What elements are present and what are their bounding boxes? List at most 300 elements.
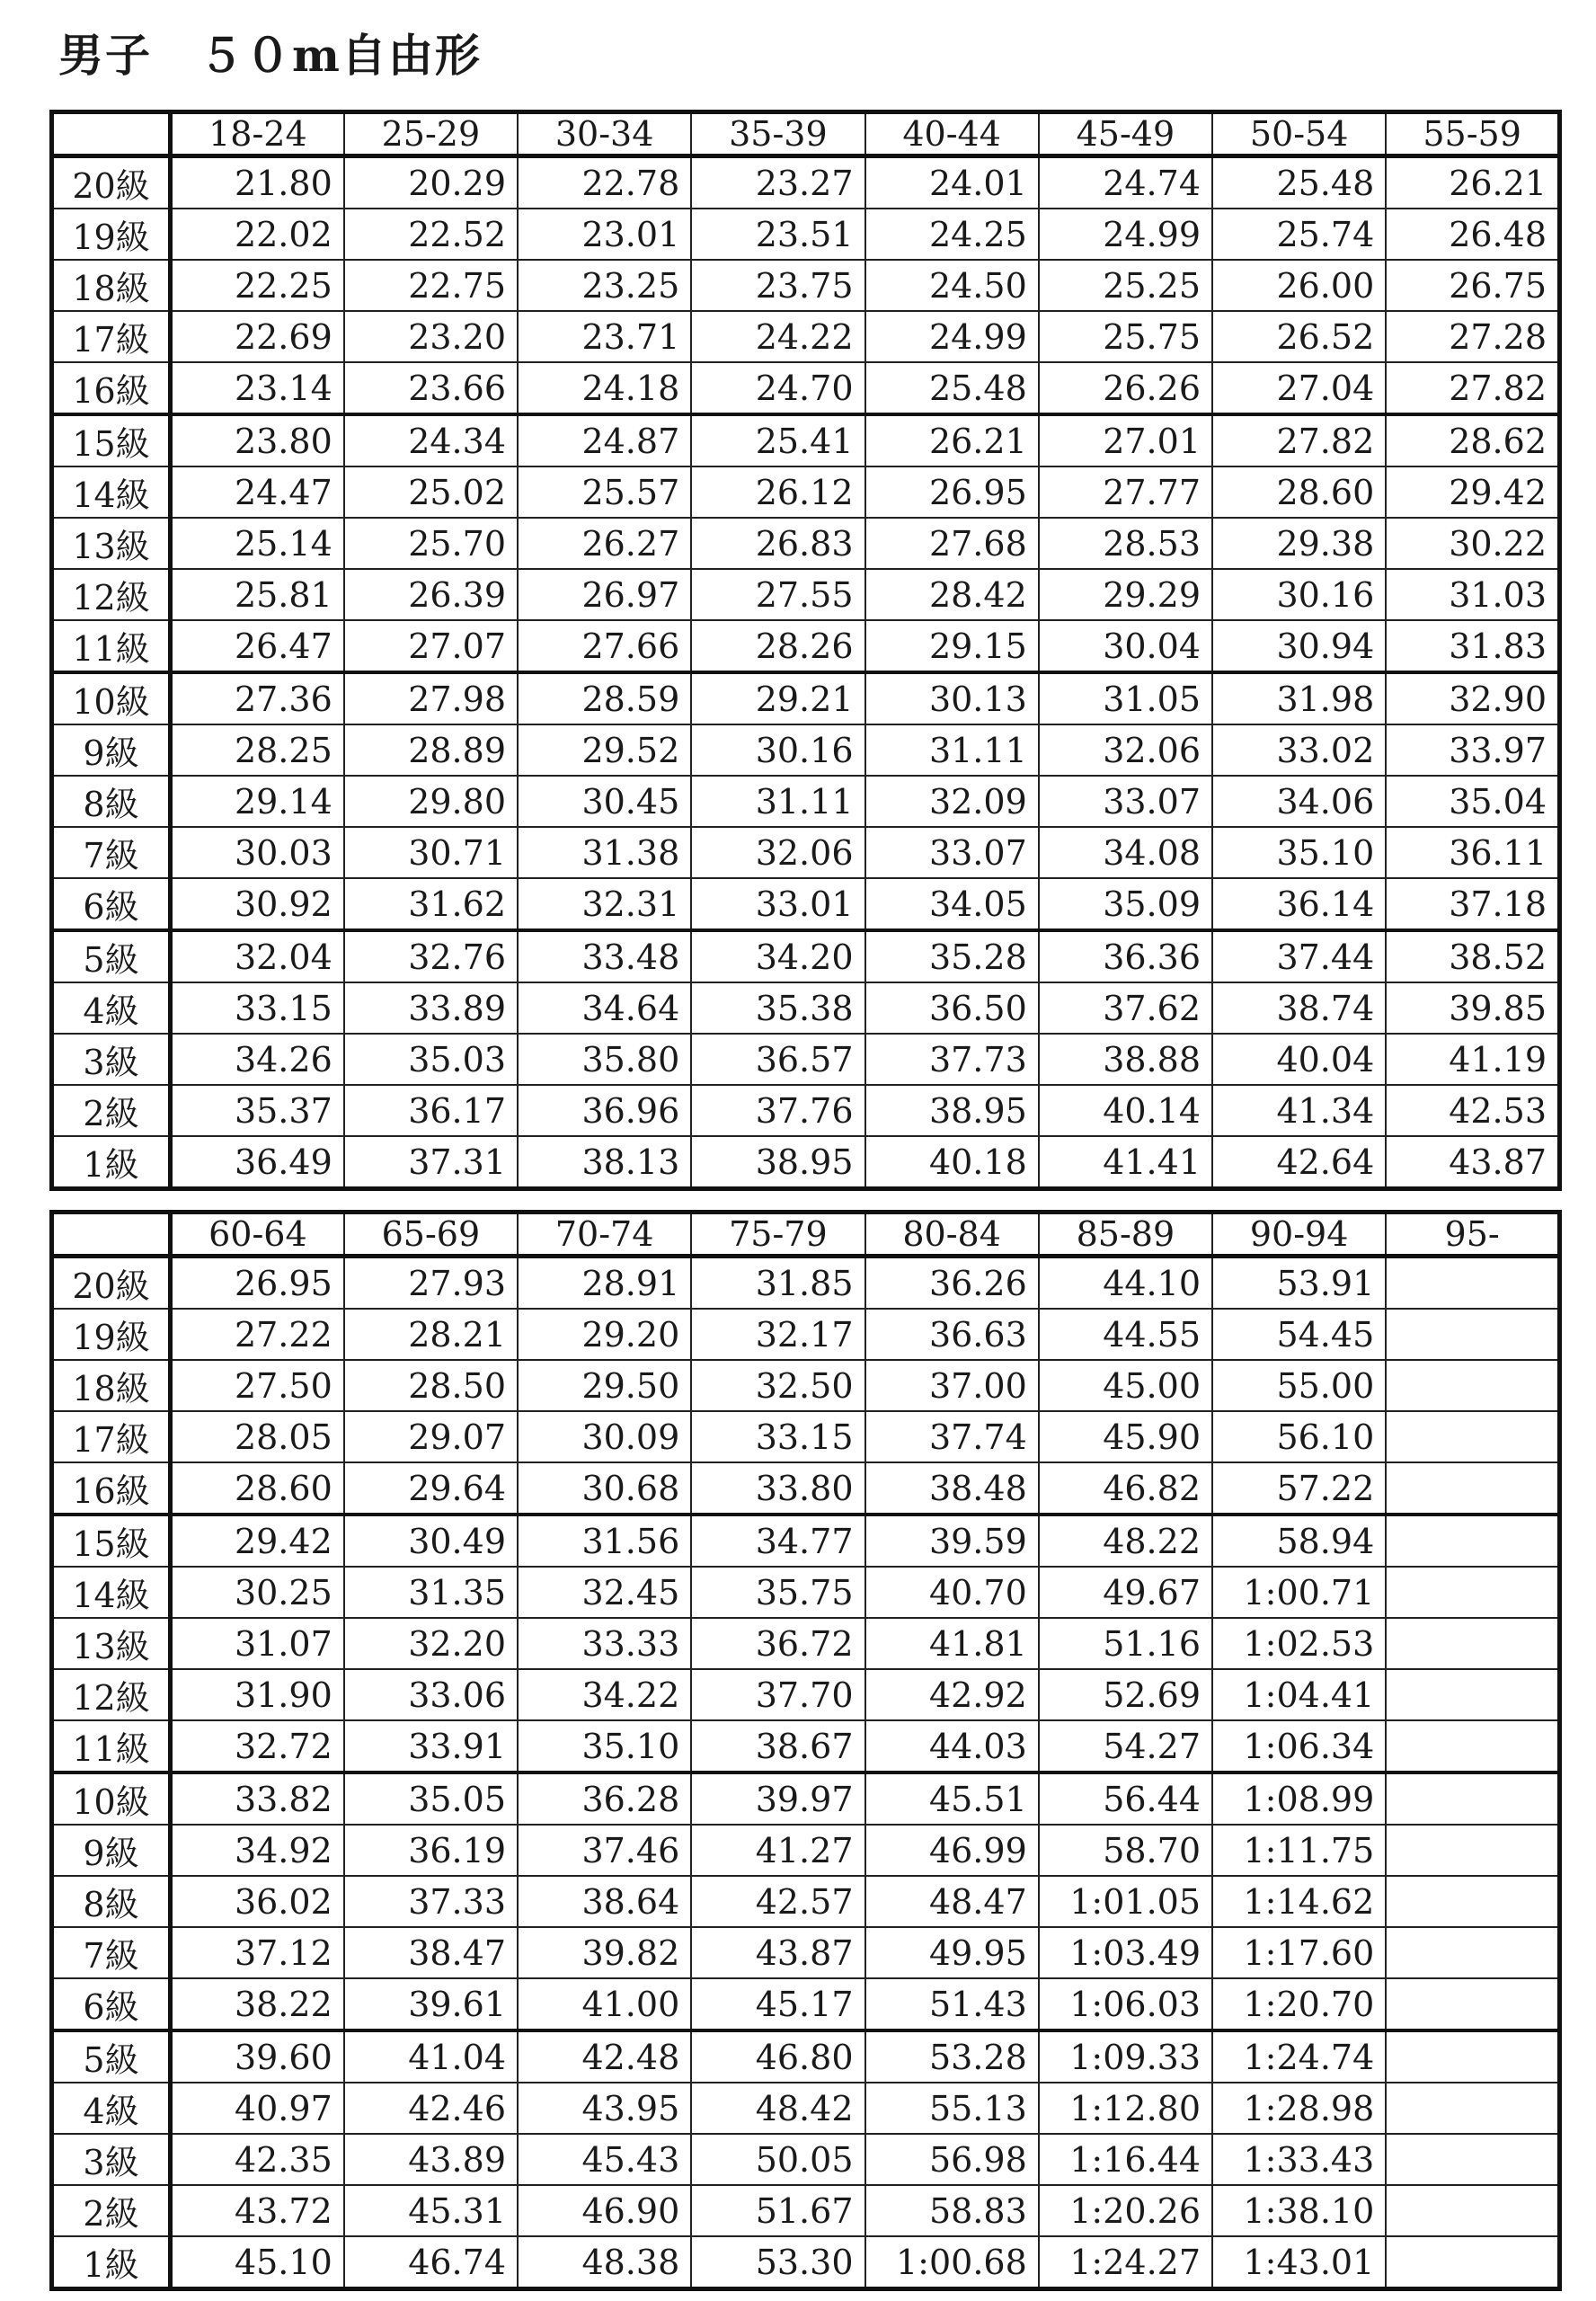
time-cell: 32.09 (865, 776, 1039, 827)
time-cell (1386, 2030, 1559, 2083)
time-cell: 1:02.53 (1212, 1618, 1386, 1669)
time-cell: 50.05 (691, 2134, 864, 2185)
time-cell: 38.48 (865, 1462, 1039, 1515)
time-cell: 27.22 (171, 1309, 344, 1360)
time-cell (1386, 1876, 1559, 1927)
time-cell: 26.27 (518, 518, 691, 569)
time-cell: 25.48 (1212, 156, 1386, 209)
time-cell: 27.28 (1386, 311, 1559, 362)
standards-table-ages-18-59 (49, 110, 1562, 1191)
time-cell: 36.26 (865, 1257, 1039, 1310)
time-cell: 33.82 (171, 1772, 344, 1825)
time-cell: 25.75 (1039, 311, 1212, 362)
time-cell: 32.17 (691, 1309, 864, 1360)
time-cell: 33.06 (344, 1669, 518, 1720)
header-row (52, 112, 1560, 156)
time-cell: 58.83 (865, 2185, 1039, 2236)
time-cell: 1:09.33 (1039, 2030, 1212, 2083)
time-cell: 35.75 (691, 1567, 864, 1618)
table-row (52, 1462, 1560, 1515)
time-cell: 33.33 (518, 1618, 691, 1669)
time-cell: 23.71 (518, 311, 691, 362)
time-cell: 42.92 (865, 1669, 1039, 1720)
time-cell: 37.76 (691, 1085, 864, 1136)
time-cell: 35.05 (344, 1772, 518, 1825)
age-group-header: 65-69 (344, 1213, 518, 1257)
time-cell: 27.07 (344, 620, 518, 672)
time-cell: 31.56 (518, 1515, 691, 1567)
time-cell: 38.74 (1212, 982, 1386, 1034)
time-cell: 40.14 (1039, 1085, 1212, 1136)
time-cell: 28.42 (865, 569, 1039, 620)
time-cell: 46.80 (691, 2030, 864, 2083)
table-row (52, 260, 1560, 311)
time-cell: 29.80 (344, 776, 518, 827)
table-row (52, 1978, 1560, 2030)
age-group-header: 75-79 (691, 1213, 864, 1257)
time-cell (1386, 2083, 1559, 2134)
grade-label: 15級 (52, 1515, 171, 1567)
time-cell: 26.12 (691, 466, 864, 518)
time-cell: 22.02 (171, 209, 344, 260)
time-cell: 30.49 (344, 1515, 518, 1567)
table-row (52, 1567, 1560, 1618)
table-row (52, 1085, 1560, 1136)
table-row (52, 930, 1560, 982)
time-cell: 26.75 (1386, 260, 1559, 311)
time-cell: 25.81 (171, 569, 344, 620)
time-cell: 29.29 (1039, 569, 1212, 620)
time-cell: 23.51 (691, 209, 864, 260)
time-cell: 33.97 (1386, 724, 1559, 776)
time-cell: 1:24.74 (1212, 2030, 1386, 2083)
time-cell: 24.47 (171, 466, 344, 518)
time-cell: 42.35 (171, 2134, 344, 2185)
time-cell: 22.69 (171, 311, 344, 362)
time-cell: 29.64 (344, 1462, 518, 1515)
time-cell: 23.25 (518, 260, 691, 311)
table-row (52, 982, 1560, 1034)
time-cell: 29.52 (518, 724, 691, 776)
time-cell: 46.74 (344, 2236, 518, 2289)
time-cell: 39.82 (518, 1927, 691, 1978)
time-cell: 25.02 (344, 466, 518, 518)
time-cell: 29.14 (171, 776, 344, 827)
grade-label: 6級 (52, 1978, 171, 2030)
time-cell (1386, 1720, 1559, 1772)
time-cell: 36.14 (1212, 878, 1386, 930)
time-cell: 30.04 (1039, 620, 1212, 672)
time-cell: 1:12.80 (1039, 2083, 1212, 2134)
time-cell: 25.14 (171, 518, 344, 569)
time-cell (1386, 2236, 1559, 2289)
time-cell: 24.18 (518, 362, 691, 414)
time-cell: 27.04 (1212, 362, 1386, 414)
time-cell: 34.05 (865, 878, 1039, 930)
time-cell: 31.05 (1039, 672, 1212, 724)
time-cell: 42.57 (691, 1876, 864, 1927)
time-cell: 1:00.71 (1212, 1567, 1386, 1618)
age-group-header: 35-39 (691, 112, 864, 156)
time-cell: 44.10 (1039, 1257, 1212, 1310)
time-cell: 26.39 (344, 569, 518, 620)
time-cell: 1:14.62 (1212, 1876, 1386, 1927)
time-cell: 30.22 (1386, 518, 1559, 569)
time-cell: 57.22 (1212, 1462, 1386, 1515)
time-cell: 31.83 (1386, 620, 1559, 672)
time-cell: 30.16 (691, 724, 864, 776)
table-row (52, 1669, 1560, 1720)
time-cell: 36.49 (171, 1136, 344, 1189)
grade-label: 16級 (52, 362, 171, 414)
time-cell: 30.13 (865, 672, 1039, 724)
time-cell: 1:00.68 (865, 2236, 1039, 2289)
time-cell: 27.82 (1212, 414, 1386, 466)
time-cell: 32.72 (171, 1720, 344, 1772)
time-cell: 30.25 (171, 1567, 344, 1618)
time-cell: 33.15 (171, 982, 344, 1034)
time-cell: 25.74 (1212, 209, 1386, 260)
time-cell: 23.20 (344, 311, 518, 362)
table-row (52, 1618, 1560, 1669)
time-cell: 26.48 (1386, 209, 1559, 260)
time-cell: 38.13 (518, 1136, 691, 1189)
grade-label: 9級 (52, 1825, 171, 1876)
time-cell: 1:43.01 (1212, 2236, 1386, 2289)
time-cell: 33.48 (518, 930, 691, 982)
time-cell: 37.46 (518, 1825, 691, 1876)
time-cell: 36.02 (171, 1876, 344, 1927)
time-cell: 1:11.75 (1212, 1825, 1386, 1876)
table-row (52, 414, 1560, 466)
table-row (52, 209, 1560, 260)
time-cell: 33.07 (1039, 776, 1212, 827)
time-cell: 30.92 (171, 878, 344, 930)
age-group-header: 25-29 (344, 112, 518, 156)
time-cell: 42.48 (518, 2030, 691, 2083)
time-cell: 27.98 (344, 672, 518, 724)
time-cell: 26.97 (518, 569, 691, 620)
table-row (52, 1772, 1560, 1825)
time-cell: 20.29 (344, 156, 518, 209)
age-group-header: 80-84 (865, 1213, 1039, 1257)
grade-label: 1級 (52, 2236, 171, 2289)
grade-label: 17級 (52, 311, 171, 362)
time-cell: 34.08 (1039, 827, 1212, 878)
grade-label: 6級 (52, 878, 171, 930)
table-row (52, 1515, 1560, 1567)
time-cell: 22.25 (171, 260, 344, 311)
time-cell: 48.38 (518, 2236, 691, 2289)
time-cell: 44.55 (1039, 1309, 1212, 1360)
time-cell: 1:04.41 (1212, 1669, 1386, 1720)
time-cell: 37.31 (344, 1136, 518, 1189)
grade-label: 2級 (52, 2185, 171, 2236)
grade-label: 13級 (52, 1618, 171, 1669)
time-cell: 24.25 (865, 209, 1039, 260)
time-cell: 23.80 (171, 414, 344, 466)
time-cell: 38.67 (691, 1720, 864, 1772)
grade-label: 20級 (52, 1257, 171, 1310)
time-cell: 31.98 (1212, 672, 1386, 724)
table-row (52, 620, 1560, 672)
grade-label: 9級 (52, 724, 171, 776)
time-cell: 26.00 (1212, 260, 1386, 311)
grade-label: 12級 (52, 1669, 171, 1720)
table-row (52, 569, 1560, 620)
time-cell: 27.50 (171, 1360, 344, 1411)
table-row (52, 672, 1560, 724)
time-cell: 38.64 (518, 1876, 691, 1927)
time-cell (1386, 2134, 1559, 2185)
time-cell: 34.92 (171, 1825, 344, 1876)
time-cell: 30.45 (518, 776, 691, 827)
time-cell: 33.80 (691, 1462, 864, 1515)
time-cell: 1:17.60 (1212, 1927, 1386, 1978)
time-cell: 21.80 (171, 156, 344, 209)
time-cell: 48.42 (691, 2083, 864, 2134)
time-cell: 53.28 (865, 2030, 1039, 2083)
table-row (52, 724, 1560, 776)
time-cell: 45.43 (518, 2134, 691, 2185)
time-cell: 24.01 (865, 156, 1039, 209)
grade-label: 16級 (52, 1462, 171, 1515)
time-cell: 33.91 (344, 1720, 518, 1772)
grade-label: 19級 (52, 1309, 171, 1360)
age-group-header: 55-59 (1386, 112, 1559, 156)
time-cell: 29.42 (171, 1515, 344, 1567)
time-cell: 37.70 (691, 1669, 864, 1720)
time-cell: 49.95 (865, 1927, 1039, 1978)
time-cell: 34.26 (171, 1034, 344, 1085)
time-cell: 1:28.98 (1212, 2083, 1386, 2134)
time-cell: 32.45 (518, 1567, 691, 1618)
time-cell: 39.85 (1386, 982, 1559, 1034)
age-group-header: 70-74 (518, 1213, 691, 1257)
time-cell: 24.22 (691, 311, 864, 362)
corner-cell (52, 112, 171, 156)
time-cell: 40.97 (171, 2083, 344, 2134)
time-cell: 37.00 (865, 1360, 1039, 1411)
time-cell: 29.07 (344, 1411, 518, 1462)
time-cell: 35.10 (1212, 827, 1386, 878)
time-cell: 48.47 (865, 1876, 1039, 1927)
time-cell: 27.93 (344, 1257, 518, 1310)
time-cell (1386, 1360, 1559, 1411)
time-cell: 51.16 (1039, 1618, 1212, 1669)
time-cell: 36.36 (1039, 930, 1212, 982)
time-cell: 36.19 (344, 1825, 518, 1876)
table-row (52, 776, 1560, 827)
time-cell: 1:33.43 (1212, 2134, 1386, 2185)
time-cell: 31.11 (865, 724, 1039, 776)
time-cell: 38.47 (344, 1927, 518, 1978)
time-cell: 40.18 (865, 1136, 1039, 1189)
table-row (52, 827, 1560, 878)
time-cell (1386, 1772, 1559, 1825)
table-row (52, 1927, 1560, 1978)
time-cell: 30.94 (1212, 620, 1386, 672)
time-cell: 37.44 (1212, 930, 1386, 982)
time-cell: 25.48 (865, 362, 1039, 414)
time-cell: 54.45 (1212, 1309, 1386, 1360)
time-cell: 22.75 (344, 260, 518, 311)
time-cell: 25.57 (518, 466, 691, 518)
time-cell: 40.04 (1212, 1034, 1386, 1085)
time-cell: 27.82 (1386, 362, 1559, 414)
time-cell (1386, 1567, 1559, 1618)
time-cell: 33.15 (691, 1411, 864, 1462)
grade-label: 11級 (52, 620, 171, 672)
age-group-header: 95- (1386, 1213, 1559, 1257)
time-cell: 43.89 (344, 2134, 518, 2185)
page-title: 男子 ５０m自由形 (58, 29, 482, 82)
time-cell: 41.41 (1039, 1136, 1212, 1189)
time-cell (1386, 1411, 1559, 1462)
time-cell: 35.28 (865, 930, 1039, 982)
age-group-header: 18-24 (171, 112, 344, 156)
time-cell: 41.04 (344, 2030, 518, 2083)
time-cell: 26.52 (1212, 311, 1386, 362)
time-cell: 35.10 (518, 1720, 691, 1772)
time-cell (1386, 1309, 1559, 1360)
time-cell: 28.62 (1386, 414, 1559, 466)
time-cell (1386, 1618, 1559, 1669)
time-cell: 31.11 (691, 776, 864, 827)
time-cell (1386, 1257, 1559, 1310)
time-cell (1386, 2185, 1559, 2236)
time-cell: 35.09 (1039, 878, 1212, 930)
time-cell: 30.71 (344, 827, 518, 878)
table-row (52, 1876, 1560, 1927)
time-cell: 32.04 (171, 930, 344, 982)
time-cell: 29.15 (865, 620, 1039, 672)
time-cell: 46.82 (1039, 1462, 1212, 1515)
time-cell: 32.90 (1386, 672, 1559, 724)
time-cell: 33.89 (344, 982, 518, 1034)
time-cell: 27.01 (1039, 414, 1212, 466)
time-cell: 28.50 (344, 1360, 518, 1411)
age-group-header: 90-94 (1212, 1213, 1386, 1257)
time-cell: 26.83 (691, 518, 864, 569)
table-row (52, 362, 1560, 414)
time-cell: 28.59 (518, 672, 691, 724)
time-cell: 37.18 (1386, 878, 1559, 930)
time-cell: 24.50 (865, 260, 1039, 311)
grade-label: 4級 (52, 2083, 171, 2134)
time-cell: 28.60 (171, 1462, 344, 1515)
time-cell: 40.70 (865, 1567, 1039, 1618)
time-cell: 38.95 (865, 1085, 1039, 1136)
time-cell: 43.72 (171, 2185, 344, 2236)
time-cell: 35.80 (518, 1034, 691, 1085)
time-cell: 27.68 (865, 518, 1039, 569)
time-cell: 37.33 (344, 1876, 518, 1927)
table-row (52, 2185, 1560, 2236)
time-cell (1386, 1462, 1559, 1515)
grade-label: 18級 (52, 260, 171, 311)
time-cell: 33.02 (1212, 724, 1386, 776)
time-cell: 45.00 (1039, 1360, 1212, 1411)
age-group-header: 45-49 (1039, 112, 1212, 156)
table-body (52, 1213, 1560, 2289)
time-cell: 42.64 (1212, 1136, 1386, 1189)
table-row (52, 878, 1560, 930)
table-row (52, 1720, 1560, 1772)
time-cell: 24.99 (1039, 209, 1212, 260)
time-cell: 41.81 (865, 1618, 1039, 1669)
time-cell: 1:01.05 (1039, 1876, 1212, 1927)
grade-label: 8級 (52, 1876, 171, 1927)
time-cell: 1:20.26 (1039, 2185, 1212, 2236)
time-cell: 28.91 (518, 1257, 691, 1310)
time-cell: 38.52 (1386, 930, 1559, 982)
time-cell: 58.70 (1039, 1825, 1212, 1876)
time-cell: 38.22 (171, 1978, 344, 2030)
time-cell (1386, 1669, 1559, 1720)
time-cell: 43.87 (1386, 1136, 1559, 1189)
time-cell: 35.37 (171, 1085, 344, 1136)
age-group-header: 85-89 (1039, 1213, 1212, 1257)
time-cell: 22.78 (518, 156, 691, 209)
time-cell: 34.64 (518, 982, 691, 1034)
time-cell: 28.05 (171, 1411, 344, 1462)
time-cell: 26.21 (1386, 156, 1559, 209)
time-cell: 38.88 (1039, 1034, 1212, 1085)
time-cell: 29.21 (691, 672, 864, 724)
time-cell: 27.55 (691, 569, 864, 620)
time-cell: 46.99 (865, 1825, 1039, 1876)
grade-label: 18級 (52, 1360, 171, 1411)
time-cell: 43.87 (691, 1927, 864, 1978)
grade-label: 13級 (52, 518, 171, 569)
time-cell: 32.20 (344, 1618, 518, 1669)
table-row (52, 1257, 1560, 1310)
time-cell: 1:16.44 (1039, 2134, 1212, 2185)
time-cell: 34.22 (518, 1669, 691, 1720)
grade-label: 1級 (52, 1136, 171, 1189)
grade-label: 10級 (52, 1772, 171, 1825)
standards-table-ages-60-plus (49, 1210, 1562, 2291)
time-cell (1386, 1978, 1559, 2030)
time-cell: 36.11 (1386, 827, 1559, 878)
time-cell: 24.74 (1039, 156, 1212, 209)
time-cell: 49.67 (1039, 1567, 1212, 1618)
time-cell: 29.38 (1212, 518, 1386, 569)
time-cell: 41.19 (1386, 1034, 1559, 1085)
time-cell: 35.03 (344, 1034, 518, 1085)
table-row (52, 156, 1560, 209)
time-cell: 36.63 (865, 1309, 1039, 1360)
time-cell: 41.00 (518, 1978, 691, 2030)
time-cell: 56.44 (1039, 1772, 1212, 1825)
time-cell: 1:20.70 (1212, 1978, 1386, 2030)
corner-cell (52, 1213, 171, 1257)
grade-label: 3級 (52, 1034, 171, 1085)
time-cell: 1:24.27 (1039, 2236, 1212, 2289)
time-cell: 45.31 (344, 2185, 518, 2236)
table-row (52, 518, 1560, 569)
time-cell: 36.96 (518, 1085, 691, 1136)
grade-label: 4級 (52, 982, 171, 1034)
time-cell: 34.77 (691, 1515, 864, 1567)
time-cell: 27.66 (518, 620, 691, 672)
time-cell: 42.46 (344, 2083, 518, 2134)
time-cell: 26.47 (171, 620, 344, 672)
table-row (52, 2236, 1560, 2289)
time-cell: 45.90 (1039, 1411, 1212, 1462)
time-cell: 1:06.03 (1039, 1978, 1212, 2030)
